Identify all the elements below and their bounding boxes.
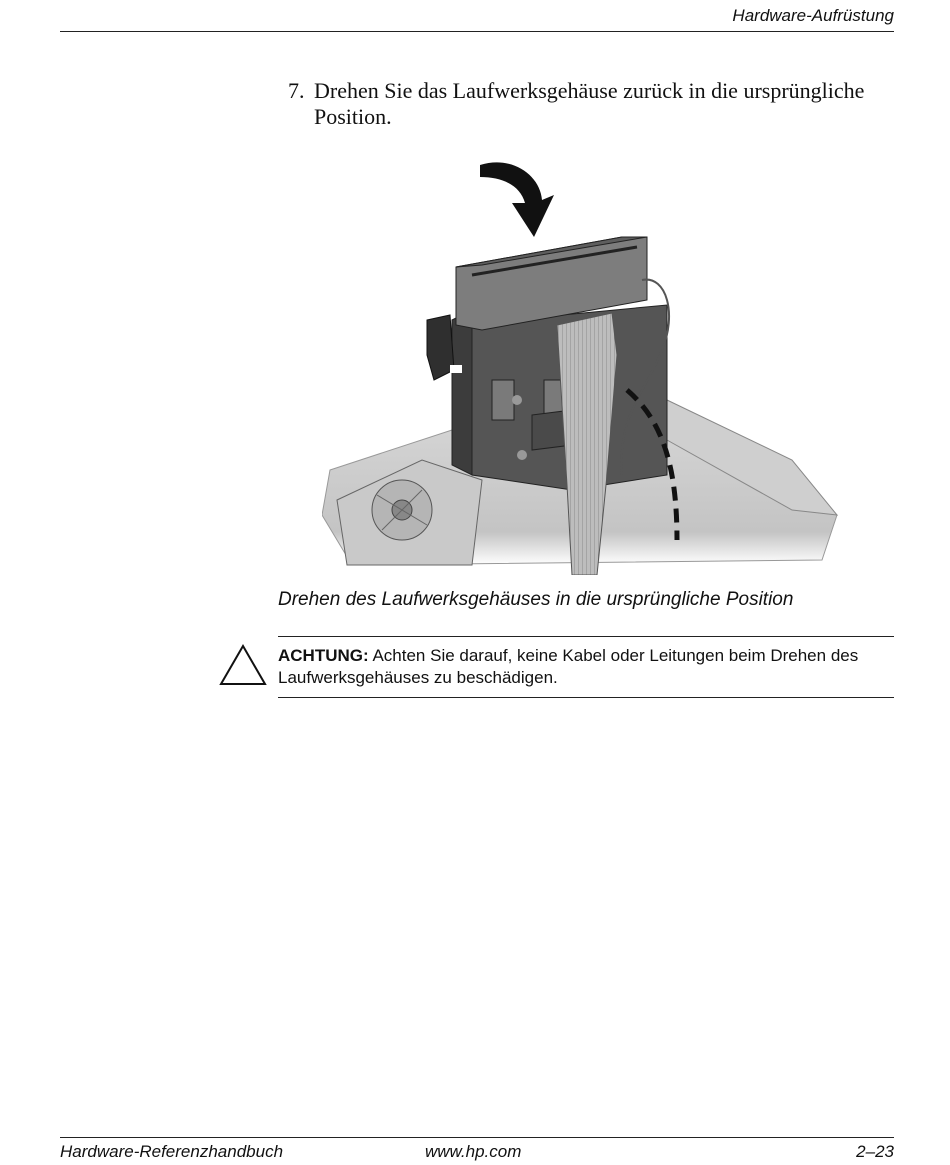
step-instruction — [288, 78, 888, 130]
caution-text: Achten Sie darauf, keine Kabel oder Leitungen beim Drehen des Laufwerksgehäuses zu beschädigen. — [278, 646, 859, 687]
step-number: 7. — [288, 78, 305, 103]
step-text: Drehen Sie das Laufwerksgehäuse zurück in die ursprüngliche Position. — [314, 78, 865, 129]
rotation-arrow-icon — [480, 162, 554, 237]
caution-bottom-rule — [278, 697, 894, 698]
caution-triangle-icon — [219, 644, 267, 686]
footer-divider — [60, 1137, 894, 1138]
figure-caption: Drehen des Laufwerksgehäuses in die ursprüngliche Position — [278, 589, 794, 610]
footer-url: www.hp.com — [425, 1142, 522, 1161]
caution-top-rule — [278, 636, 894, 637]
header-divider — [60, 31, 894, 32]
footer-manual-title: Hardware-Referenzhandbuch — [60, 1142, 284, 1161]
caution-notice — [278, 645, 888, 689]
running-header: Hardware-Aufrüstung — [732, 6, 894, 25]
drive-cage-illustration — [322, 155, 847, 575]
caution-label: ACHTUNG: — [278, 646, 369, 665]
drive-cage — [427, 237, 667, 490]
page-number: 2–23 — [856, 1142, 894, 1161]
